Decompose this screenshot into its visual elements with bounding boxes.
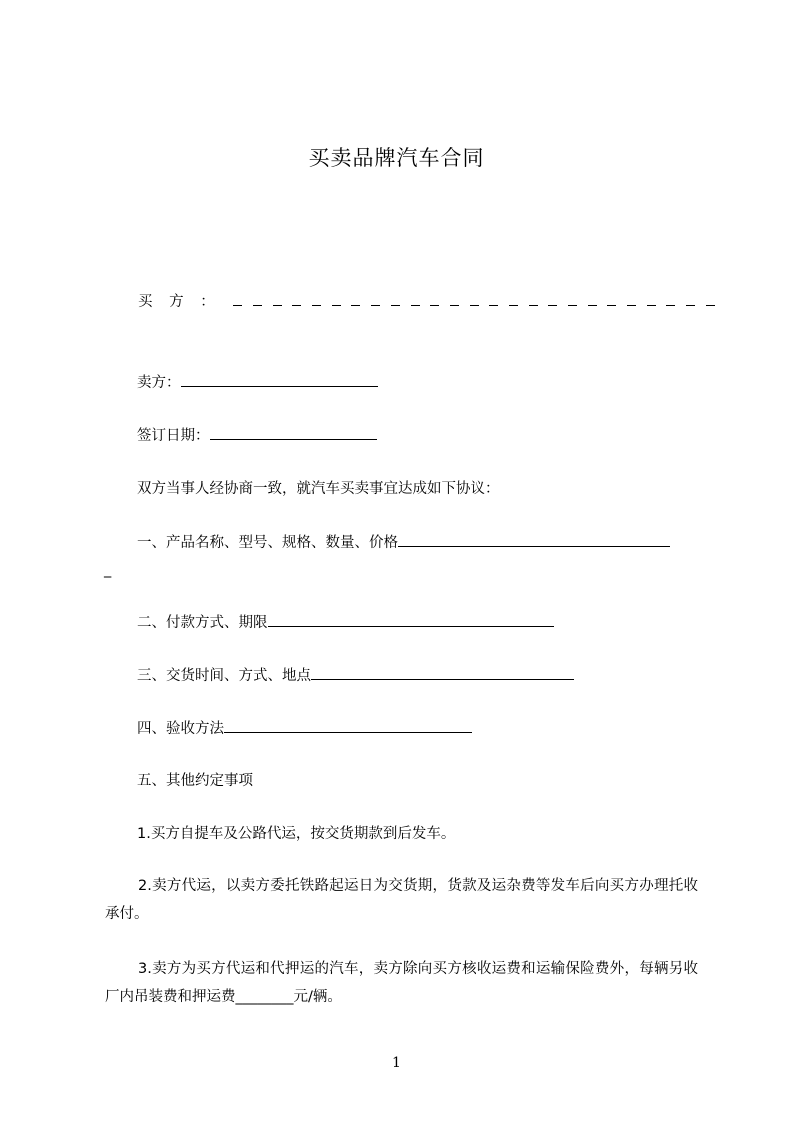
clause-4-label: 四、验收方法 (137, 721, 224, 737)
clause-3-label: 三、交货时间、方式、地点 (137, 668, 311, 684)
item-3-unit: 元/辆。 (293, 989, 342, 1005)
page-number: 1 (392, 1055, 401, 1071)
clause-2-blank[interactable] (268, 612, 554, 627)
item-1: 1.买方自提车及公路代运，按交货期款到后发车。 (137, 826, 456, 842)
item-3-blank[interactable]: ________ (235, 989, 294, 1005)
seller-blank[interactable] (181, 372, 378, 387)
item-3-text: 3.卖方为买方代运和代押运的汽车，卖方除向买方核收运费和运输保险费外，每辆另收厂内吊装费和押运费 (105, 961, 698, 1005)
seller-line (137, 372, 378, 393)
clause-2 (137, 612, 554, 633)
clause-4-blank[interactable] (224, 718, 472, 733)
clause-1-label: 一、产品名称、型号、规格、数量、价格 (137, 535, 398, 551)
buyer-label: 买 方 ： (138, 294, 221, 310)
buyer-blank[interactable] (233, 294, 715, 310)
intro-text: 双方当事人经协商一致，就汽车买卖事宜达成如下协议： (137, 481, 500, 497)
clause-1-blank[interactable] (398, 532, 670, 547)
clause-4 (137, 718, 472, 739)
clause-3-blank[interactable] (311, 665, 574, 680)
clause-5-heading: 五、其他约定事项 (137, 773, 253, 789)
clause-1-overflow: _ (104, 562, 112, 578)
sign-date-label: 签订日期： (137, 428, 210, 444)
item-2: 2.卖方代运，以卖方委托铁路起运日为交货期，货款及运杂费等发车后向买方办理托收承付。 (105, 878, 698, 922)
buyer-line (138, 292, 715, 312)
sign-date-blank[interactable] (210, 425, 377, 440)
item-3 (105, 955, 698, 1011)
page-title: 买卖品牌汽车合同 (308, 146, 485, 170)
clause-3 (137, 665, 574, 686)
seller-label: 卖方： (137, 375, 181, 391)
clause-2-label: 二、付款方式、期限 (137, 615, 268, 631)
sign-date-line (137, 425, 377, 446)
clause-1 (137, 532, 670, 553)
